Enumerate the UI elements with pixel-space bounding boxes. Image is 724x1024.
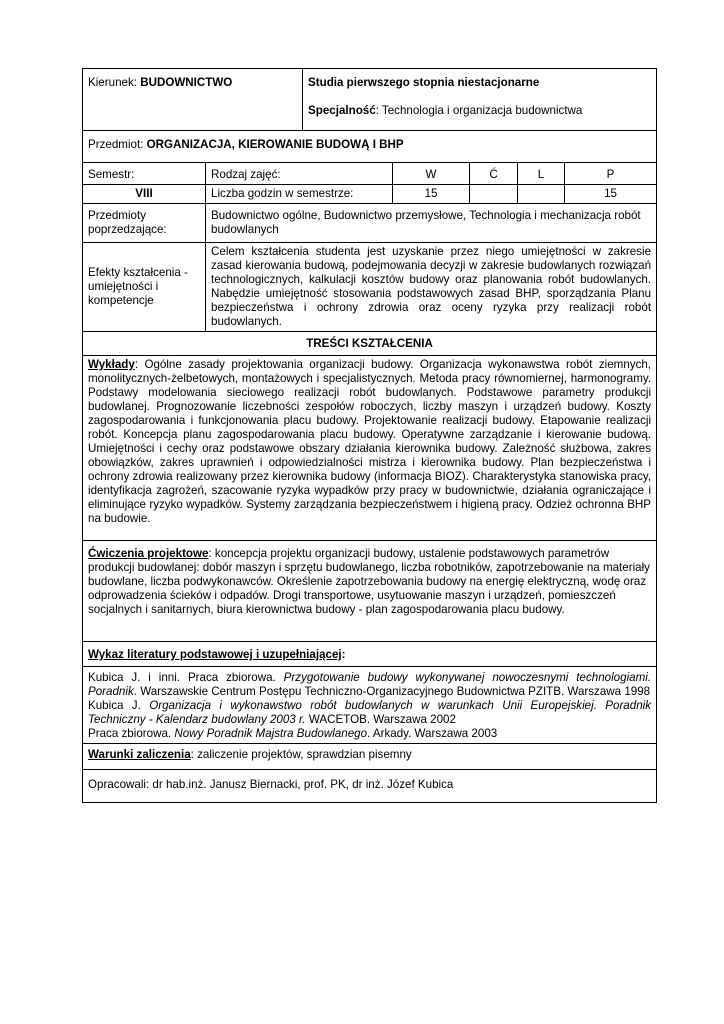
cwiczenia-text: : koncepcja projektu organizacji budowy, ustalenie podstawowych parametrów produkcji budowlanej: dobór maszyn i sprzętu budowlanego, liczba robotników, zapotrzebowanie na materiały budowlane, liczba podwykonawców. Określenie zapotrzebowania budowy na energię elektryczną, wodę oraz odprowadzenia ścieków i odpadów. Drogi transportowe, usytuowanie maszyn i urządzeń, pomieszczeń socjalnych i sanitarnych, biura kierownictwa budowy - plan zagospodarowania placu budowy. bbox=[88, 547, 650, 616]
syllabus-document bbox=[82, 68, 656, 803]
wyklady-cell bbox=[83, 356, 657, 541]
col-p: P bbox=[565, 163, 657, 185]
literatura-row bbox=[83, 667, 657, 744]
literature-title: Nowy Poradnik Majstra Budowlanego bbox=[174, 727, 368, 740]
literatura-heading-cell bbox=[83, 642, 657, 667]
warunki-cell bbox=[83, 744, 657, 770]
semestr-value: VIII bbox=[83, 185, 206, 204]
cwiczenia-label: Ćwiczenia projektowe bbox=[88, 547, 209, 560]
wyklady-row bbox=[83, 356, 657, 541]
syllabus-table bbox=[82, 68, 657, 803]
przedmiot-label: Przedmiot: bbox=[88, 138, 147, 151]
warunki-row bbox=[83, 744, 657, 770]
literature-publisher: WACETOB. Warszawa 2002 bbox=[305, 713, 456, 726]
poprzedzajace-label: Przedmioty poprzedzające: bbox=[83, 204, 206, 243]
literature-author: Praca zbiorowa. bbox=[88, 727, 175, 740]
col-l: L bbox=[518, 163, 565, 185]
studia-cell bbox=[303, 69, 657, 131]
poprzedzajace-row bbox=[83, 204, 657, 243]
poprzedzajace-value: Budownictwo ogólne, Budownictwo przemysłowe, Technologia i mechanizacja robót budowlanych bbox=[206, 204, 657, 243]
efekty-value: Celem kształcenia studenta jest uzyskanie przez niego umiejętności w zakresie zasad kierowania budową, podejmowania decyzji w zakresie budowlanych rozwiązań technologicznych, kalkulacji kosztów budowy oraz planowania robót budowlanych. Nabędzie umiejętność stosowania podstawowych zasad BHP, sporządzania Planu bezpieczeństwa i ochrony zdrowia oraz oceny ryzyka przy realizacji robót budowlanych. bbox=[206, 243, 657, 332]
hours-l bbox=[518, 185, 565, 204]
tresci-heading-row bbox=[83, 332, 657, 356]
literature-item bbox=[88, 671, 651, 699]
hours-p: 15 bbox=[565, 185, 657, 204]
rodzaj-row bbox=[83, 163, 657, 185]
opracowali-cell: Opracowali: dr hab.inż. Janusz Biernacki, prof. PK, dr inż. Józef Kubica bbox=[83, 770, 657, 803]
literature-publisher: . Warszawskie Centrum Postępu Techniczno-Organizacyjnego Budownictwa PZITB. Warszawa 1998 bbox=[133, 685, 651, 698]
specjalnosc bbox=[308, 104, 651, 118]
specjalnosc-label: Specjalność bbox=[308, 104, 376, 117]
efekty-row bbox=[83, 243, 657, 332]
kierunek-label: Kierunek: bbox=[88, 76, 141, 89]
cwiczenia-cell bbox=[83, 541, 657, 642]
godziny-row bbox=[83, 185, 657, 204]
tresci-heading: TREŚCI KSZTAŁCENIA bbox=[83, 332, 657, 356]
przedmiot-cell bbox=[83, 131, 657, 163]
header-row bbox=[83, 69, 657, 131]
studia-type: Studia pierwszego stopnia niestacjonarne bbox=[308, 76, 540, 89]
hours-w: 15 bbox=[393, 185, 470, 204]
liczba-label: Liczba godzin w semestrze: bbox=[206, 185, 393, 204]
warunki-label: Warunki zaliczenia bbox=[88, 748, 191, 761]
przedmiot-row bbox=[83, 131, 657, 163]
literature-title: Organizacja i wykonawstwo robót budowlanych w warunkach Unii Europejskiej. Poradnik Techniczny - Kalendarz budowlany 2003 r. bbox=[88, 699, 652, 726]
warunki-text: : zaliczenie projektów, sprawdzian pisemny bbox=[190, 748, 412, 761]
efekty-label: Efekty kształcenia - umiejętności i kompetencje bbox=[83, 243, 206, 332]
rodzaj-label: Rodzaj zajęć: bbox=[206, 163, 393, 185]
cwiczenia-row bbox=[83, 541, 657, 642]
literature-publisher: . Arkady. Warszawa 2003 bbox=[367, 727, 498, 740]
literature-author: Kubica J. i inni. Praca zbiorowa. bbox=[88, 671, 284, 684]
przedmiot-value: ORGANIZACJA, KIEROWANIE BUDOWĄ I BHP bbox=[146, 138, 404, 151]
literature-author: Kubica J. bbox=[88, 699, 150, 712]
semestr-label: Semestr: bbox=[83, 163, 206, 185]
wyklady-text: : Ogólne zasady projektowania organizacji budowy. Organizacja wykonawstwa robót ziemnych, monolitycznych-żelbetowych, montażowych i specjalistycznych. Metoda pracy równomiernej, harmonogramy. Podstawy modelowania sieciowego realizacji robót budowlanych. Podstawowe parametry produkcji budowlanej. Prognozowanie liczebności zespołów roboczych, liczby maszyn i urządzeń budowy. Koszty zagospodarowania i funkcjonowania placu budowy. Projektowanie realizacji budowy. Etapowanie realizacji robót. Koncepcja planu zagospodarowania placu budowy. Operatywne zarządzanie i kierowanie budową. Umiejętności i cechy oraz podstawowe obszary działania kierownika budowy. Zależność służbowa, zakres obowiązków, zakres uprawnień i odpowiedzialności mistrza i kierownika budowy. Plan bezpieczeństwa i ochrony zdrowia realizowany przez kierownika budowy (informacja BIOZ). Charakterystyka stanowiska pracy, identyfikacja zagrożeń, szacowanie ryzyka wypadków przy pracy w budownictwie, działania ograniczające i eliminujące ryzyko wypadków. Systemy zarządzania bezpieczeństwem i higieną pracy. Odzież ochronna BHP na budowie. bbox=[88, 358, 652, 525]
wyklady-label: Wykłady bbox=[88, 358, 135, 371]
opracowali-row bbox=[83, 770, 657, 803]
kierunek-cell bbox=[83, 69, 303, 131]
literatura-heading-row bbox=[83, 642, 657, 667]
literature-title: Przygotowanie budowy wykonywanej nowoczesnymi technologiami. Poradnik bbox=[88, 671, 652, 698]
specjalnosc-value: : Technologia i organizacja budownictwa bbox=[375, 104, 583, 117]
kierunek-value: BUDOWNICTWO bbox=[140, 76, 233, 89]
literatura-cell bbox=[83, 667, 657, 744]
literatura-heading-suffix: : bbox=[341, 648, 346, 661]
literatura-heading: Wykaz literatury podstawowej i uzupełniającej bbox=[88, 648, 342, 661]
literature-item bbox=[88, 699, 651, 727]
col-w: W bbox=[393, 163, 470, 185]
literature-item bbox=[88, 727, 651, 741]
col-c: Ć bbox=[470, 163, 518, 185]
hours-c bbox=[470, 185, 518, 204]
